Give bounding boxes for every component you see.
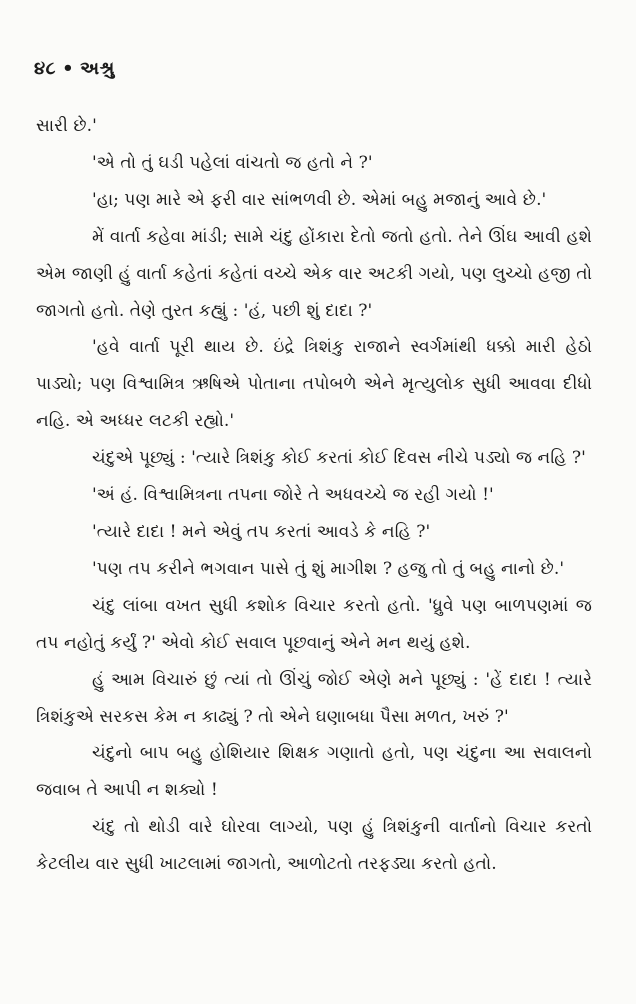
paragraph: 'ત્યારે દાદા ! મને એવું તપ કરતાં આવડે કે નહિ ?' xyxy=(92,521,431,542)
running-header xyxy=(34,58,115,79)
paragraph: સારી છે.' xyxy=(36,116,97,136)
body-text xyxy=(36,108,592,883)
paragraph: ચંદુ લાંબા વખત સુધી કશોક વિચાર કરતો હતો. 'ધ્રુવે પણ બાળપણમાં જ તપ નહોતું કર્યું ?' એવો કોઈ સવાલ પૂછવાનું એને મન થયું હશે. xyxy=(36,595,592,653)
paragraph: મેં વાર્તા કહેવા માંડી; સામે ચંદુ હોંકારા દેતો જતો હતો. તેને ઊંઘ આવી હશે એમ જાણી હું વાર્તા કહેતાં કહેતાં વચ્ચે એક વાર અટકી ગયો, પણ લુચ્ચો હજી તો જાગતો હતો. તેણે તુરત કહ્યું : 'હં, પછી શું દાદા ?' xyxy=(36,226,592,321)
paragraph: ચંદુ તો થોડી વારે ઘોરવા લાગ્યો, પણ હું ત્રિશંકુની વાર્તાનો વિચાર કરતો કેટલીય વાર સુધી ખાટલામાં જાગતો, આળોટતો તરફડ્યા કરતો હતો. xyxy=(36,817,592,875)
paragraph: હું આમ વિચારું છું ત્યાં તો ઊંચું જોઈ એણે મને પૂછ્યું : 'હેં દાદા ! ત્યારે ત્રિશંકુએ સરકસ કેમ ન કાઢ્યું ? તો એને ઘણાબધા પૈસા મળત, ખરું ?' xyxy=(36,669,592,727)
paragraph: ચંદુએ પૂછ્યું : 'ત્યારે ત્રિશંકુ કોઈ કરતાં કોઈ દિવસ નીચે પડ્યો જ નહિ ?' xyxy=(92,448,586,469)
header-separator: • xyxy=(62,58,75,79)
book-title: અશ્રુ xyxy=(80,58,115,79)
paragraph: ચંદુનો બાપ બહુ હોશિયાર શિક્ષક ગણાતો હતો, પણ ચંદુના આ સવાલનો જવાબ તે આપી ન શક્યો ! xyxy=(36,743,592,801)
page-number: ૪૮ xyxy=(34,58,57,79)
paragraph: 'અં હં. વિશ્વામિત્રના તપના જોરે તે અધવચ્ચે જ રહી ગયો !' xyxy=(92,485,494,506)
paragraph: 'પણ તપ કરીને ભગવાન પાસે તું શું માગીશ ? હજુ તો તું બહુ નાનો છે.' xyxy=(92,558,565,579)
paragraph: 'હવે વાર્તા પૂરી થાય છે. ઇંદ્રે ત્રિશંકુ રાજાને સ્વર્ગમાંથી ધક્કો મારી હેઠો પાડ્યો; પણ વિશ્વામિત્ર ઋષિએ પોતાના તપોબળે એને મૃત્યુલોક સુધી આવવા દીધો નહિ. એ અધ્ધર લટકી રહ્યો.' xyxy=(36,337,592,432)
paragraph: 'એ તો તું ઘડી પહેલાં વાંચતો જ હતો ને ?' xyxy=(92,152,373,173)
paragraph: 'હા; પણ મારે એ ફરી વાર સાંભળવી છે. એમાં બહુ મજાનું આવે છે.' xyxy=(92,189,547,210)
